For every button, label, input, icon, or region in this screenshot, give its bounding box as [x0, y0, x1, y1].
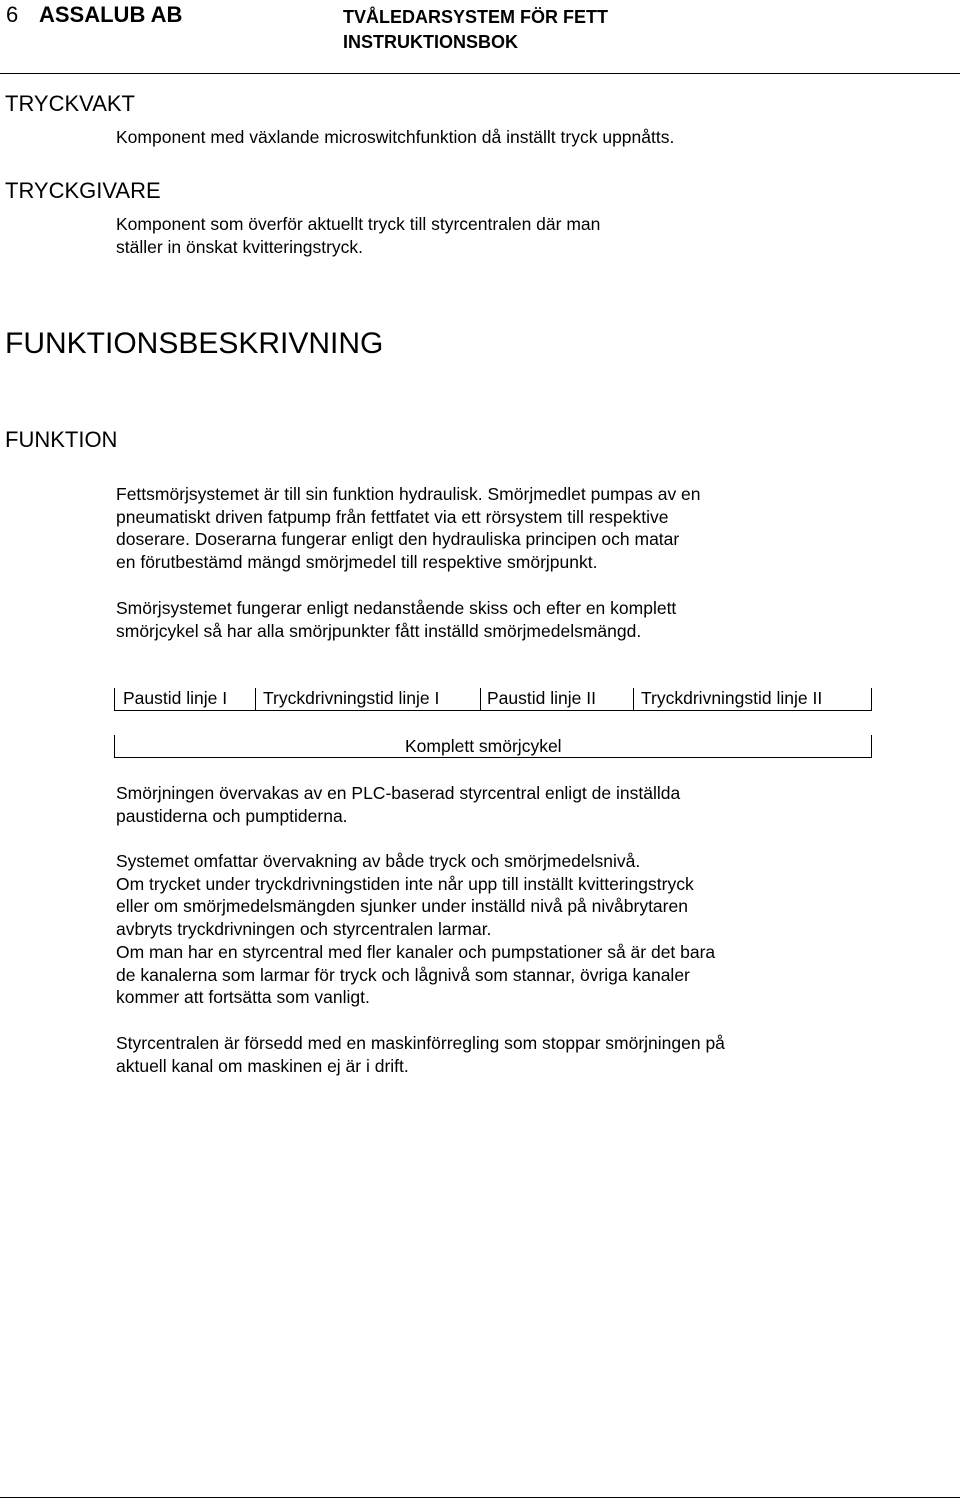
segment-label-paustid-linje-2: Paustid linje II — [487, 688, 596, 708]
monitoring-paragraph-3 — [116, 1032, 916, 1077]
diagram-tick — [633, 688, 634, 711]
text-line: Styrcentralen är försedd med en maskinförregling som stoppar smörjningen på — [116, 1033, 725, 1053]
text-line: Fettsmörjsystemet är till sin funktion hydraulisk. Smörjmedlet pumpas av en — [116, 484, 701, 504]
document-title-line-2: INSTRUKTIONSBOK — [343, 32, 518, 52]
tryckvakt-text — [116, 126, 916, 149]
text-line: paustiderna och pumptiderna. — [116, 805, 348, 826]
diagram-tick — [114, 688, 115, 711]
tryckgivare-text — [116, 213, 916, 258]
text-line: avbryts tryckdrivningen och styrcentralen larmar. — [116, 919, 492, 940]
text-line: de kanalerna som larmar för tryck och lågnivå som stannar, övriga kanaler — [116, 964, 690, 985]
diagram-baseline — [114, 710, 872, 711]
funktion-paragraph-1 — [116, 483, 916, 574]
text-line: Om trycket under tryckdrivningstiden inte når upp till inställt kvitteringstryck — [116, 873, 694, 894]
monitoring-paragraph-1 — [116, 782, 916, 827]
text-line: en förutbestämd mängd smörjmedel till respektive smörjpunkt. — [116, 552, 598, 573]
company-name: ASSALUB AB — [39, 2, 183, 27]
segment-label-tryckdrivningstid-linje-2: Tryckdrivningstid linje II — [641, 688, 823, 708]
cycle-diagram — [0, 680, 960, 765]
text-line: smörjcykel så har alla smörjpunkter fått inställd smörjmedelsmängd. — [116, 620, 642, 641]
header-divider — [0, 73, 960, 74]
diagram-tick — [255, 688, 256, 711]
diagram-total-line — [114, 757, 872, 758]
diagram-tick — [114, 735, 115, 758]
text-line: doserare. Doserarna fungerar enligt den hydrauliska principen och matar — [116, 529, 680, 550]
text-line: aktuell kanal om maskinen ej är i drift. — [116, 1055, 409, 1076]
footer-divider — [0, 1497, 960, 1498]
monitoring-paragraph-2 — [116, 850, 916, 1009]
text-line: eller om smörjmedelsmängden sjunker under inställd nivå på nivåbrytaren — [116, 896, 688, 917]
text-line: Komponent som överför aktuellt tryck till styrcentralen där man — [116, 214, 601, 234]
page-number: 6 — [6, 2, 19, 27]
segment-label-paustid-linje-1: Paustid linje I — [123, 688, 228, 708]
text-line: Smörjningen övervakas av en PLC-baserad styrcentral enligt de inställda — [116, 783, 681, 803]
text-line: Systemet omfattar övervakning av både tryck och smörjmedelsnivå. — [116, 851, 641, 871]
text-line: pneumatiskt driven fatpump från fettfatet via ett rörsystem till respektive — [116, 506, 669, 527]
text-line: Smörjsystemet fungerar enligt nedanstående skiss och efter en komplett — [116, 598, 677, 618]
heading-tryckvakt: TRYCKVAKT — [5, 91, 135, 116]
document-title — [343, 5, 608, 55]
diagram-tick — [871, 688, 872, 711]
funktion-paragraph-2 — [116, 597, 916, 642]
total-cycle-label: Komplett smörjcykel — [405, 736, 562, 756]
text-line: ställer in önskat kvitteringstryck. — [116, 236, 364, 257]
text-line: kommer att fortsätta som vanligt. — [116, 987, 370, 1008]
heading-tryckgivare: TRYCKGIVARE — [5, 178, 161, 203]
segment-label-tryckdrivningstid-linje-1: Tryckdrivningstid linje I — [263, 688, 440, 708]
heading-funktion: FUNKTION — [5, 427, 118, 452]
heading-funktionsbeskrivning: FUNKTIONSBESKRIVNING — [5, 327, 384, 360]
document-title-line-1: TVÅLEDARSYSTEM FÖR FETT — [343, 7, 608, 27]
diagram-tick — [871, 735, 872, 758]
text-line: Om man har en styrcentral med fler kanaler och pumpstationer så är det bara — [116, 941, 716, 962]
diagram-tick — [480, 688, 481, 711]
text-line: Komponent med växlande microswitchfunktion då inställt tryck uppnåtts. — [116, 127, 675, 147]
